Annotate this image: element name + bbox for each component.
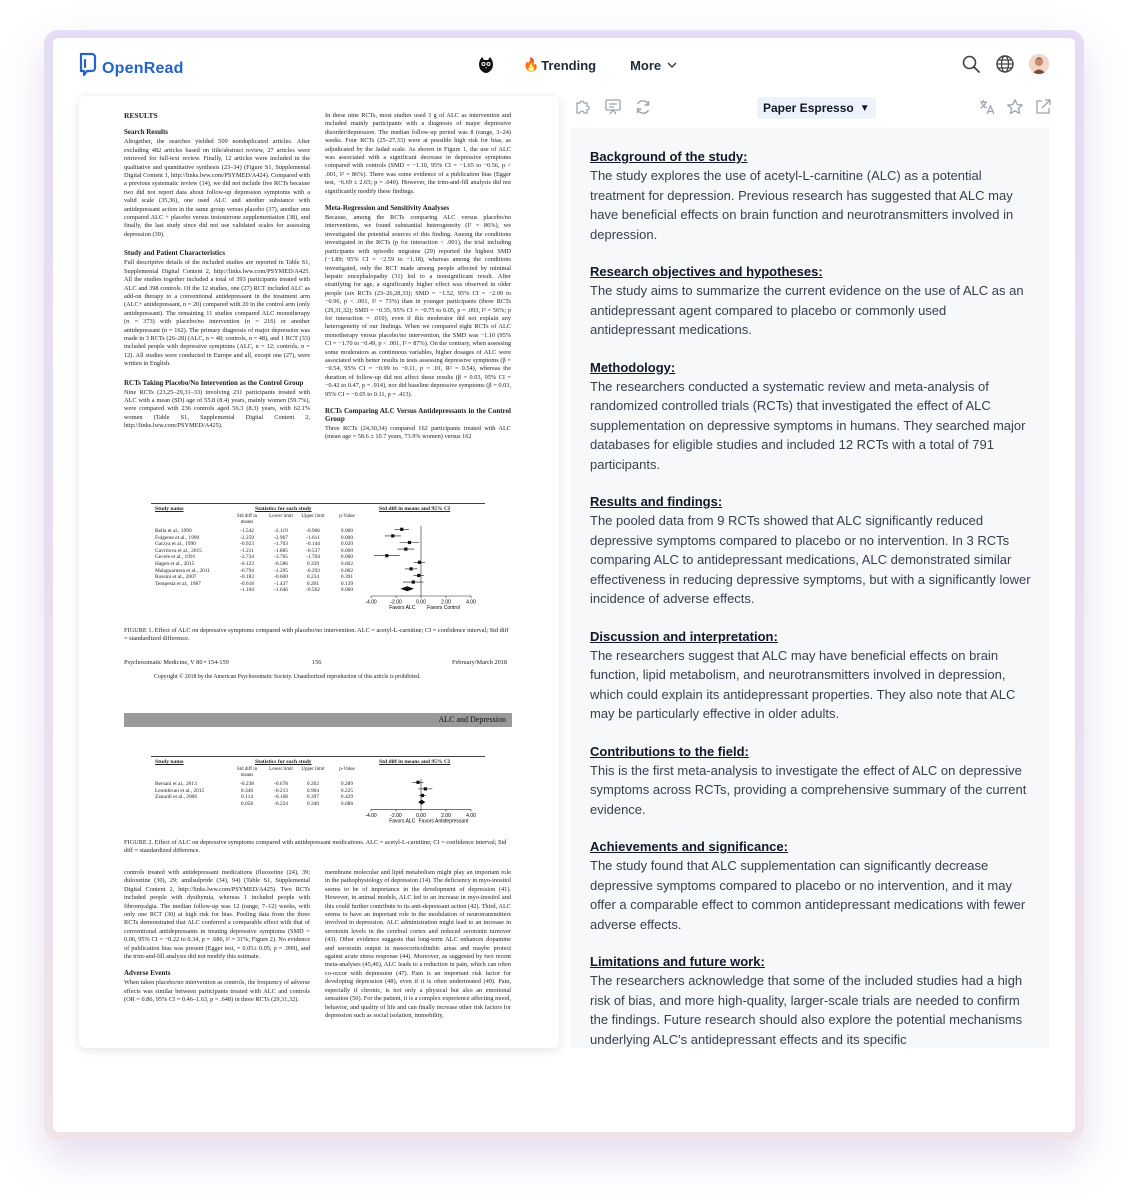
summary-section (590, 953, 1031, 1048)
fig2-col-plot: Std diff in means and 95% CI (379, 759, 451, 765)
forest-tick-label: -4.00 (365, 599, 377, 606)
forest-value: -0.213 (274, 787, 288, 794)
search-icon[interactable] (961, 54, 981, 74)
pdf-copyright: Copyright © 2018 by the American Psychosomatic Society. Unauthorized reproduction of this article is prohibited. (154, 674, 421, 680)
pdf-section-heading: Study and Patient Characteristics (124, 249, 225, 258)
fig1-plot-area (361, 526, 481, 612)
forest-value: -1.437 (274, 580, 288, 587)
forest-value: 0.225 (340, 787, 354, 794)
mode-selector[interactable] (757, 97, 876, 119)
forest-value: -0.794 (240, 567, 254, 574)
forest-subheader: Lower limit (269, 767, 293, 772)
caret-down-icon: ▼ (859, 102, 870, 114)
summary-section-title: Achievements and significance: (590, 839, 788, 854)
forest-value: 0.020 (340, 541, 354, 548)
figure1-caption: FIGURE 1. Effect of ALC on depressive symptoms compared with placebo/no intervention. ALC = acetyl-L-carnitine; CI = confidence interval; Std diff = standardized difference. (124, 627, 509, 642)
forest-subheader: p-Value (339, 767, 355, 772)
forest-value: 0.602 (340, 560, 354, 567)
forest-row (155, 554, 355, 561)
openread-logo[interactable] (78, 52, 184, 78)
summary-section-body: The study explores the use of acetyl-L-carnitine (ALC) as a potential treatment for depression. Previous research has suggested that ALC may have beneficial effects on brain function and neurotransmitters involved in depression. (590, 168, 1014, 242)
forest-value: -1.542 (240, 528, 254, 534)
chevron-down-icon (667, 62, 677, 68)
pdf-paragraph: Full descriptive details of the included studies are reported in Table S1, Supplemental Digital Content 2, http://links.lww.com/PSYMED/A425. All the studies together included a total of 393 participants treated with ALC and 398 controls. Of the 12 studies, one (27) RCT included ALC as add-on therapy to a conventional antidepressant in the treatment arm (ALC+ antidepressant, n = 20) compared with 20 in the control arm (only antidepressant). The remaining 11 studies compared ALC monotherapy (n = 373) with placebo/no intervention (n = 216) or another antidepressant (n = 162). The primary diagnosis of major depression was made in 3 RCTs (26–28) (ALC, n = 48; controls, n = 48), and 1 RCT (33) included people with depressive symptoms (ALC, n = 12; controls, n = 12). All studies were conducted in Europe and all, except one (27), were written in English. (124, 259, 310, 368)
forest-value: -0.600 (274, 574, 288, 581)
globe-icon[interactable] (995, 54, 1015, 74)
top-header (53, 38, 1075, 96)
forest-study-name: Bersani et al., 2013 (155, 781, 197, 787)
forest-row (155, 801, 355, 808)
forest-value: 0.000 (340, 534, 354, 541)
summary-section-body: The researchers conducted a systematic review and meta-analysis of randomized controlled trials (RCTs) that investigated the effect of ALC supplementation on depressive symptoms in humans. They searched major databases for eligible studies and included 12 RCTs with a total of 791 participants. (590, 378, 1026, 472)
forest-value: -1.704 (306, 554, 320, 561)
forest-study-name: Gecele et al., 1991 (155, 554, 196, 561)
pdf-section-heading: RCTs Comparing ALC Versus Antidepressants in the Control Group (325, 407, 511, 423)
fig2-col-stats: Statistics for each study (255, 759, 312, 765)
pdf-paragraph: Altogether, the searches yielded 509 nonduplicated articles. After excluding 482 articles based on title/abstract review, 27 articles were retrieved for full-text review. Finally, 12 articles were included in the qualitative and quantitative synthesis (23–34) (Figure S1, Supplemental Digital Content 1, http://links.lww.com/PSYMED/A424). Compared with a previous systematic review (14), we did not include five RCTs because two did not report data about follow-up depression symptoms with a valid scale (35,36), one used ALC and another substance with antidepressant action in the same group versus placebo (37), another one compared ALC + placebo versus testosterone supplementation (38), and finally, the last study since did not use validated scales for assessing depression (39). (124, 138, 310, 238)
forest-value: -3.765 (274, 554, 288, 561)
user-avatar[interactable] (1029, 54, 1049, 74)
pdf-footer-journal: Psychosomatic Medicine, V 80 • 154-159 (124, 659, 229, 666)
figure2-caption: FIGURE 2. Effect of ALC on depressive symptoms compared with antidepressant medications. ALC = acetyl-L-carnitine; CI = confidence interval; Std diff = standardized difference. (124, 839, 507, 854)
figure2-forest-plot (151, 756, 485, 826)
forest-point (400, 528, 403, 531)
forest-value: -0.293 (306, 567, 320, 574)
forest-value: 0.000 (340, 554, 354, 561)
trending-label: Trending (541, 57, 597, 73)
fig2-table (155, 781, 355, 807)
forest-value: 0.234 (306, 574, 320, 581)
forest-study-name: Tempesta et al., 1987 (155, 580, 201, 587)
forest-value: -0.238 (240, 781, 254, 787)
forest-subheader: Upper limit (301, 514, 325, 519)
forest-value: -0.923 (240, 541, 254, 548)
forest-favors-left: Favors ALC (389, 818, 416, 825)
forest-tick-label: -4.00 (365, 812, 377, 819)
forest-value: -2.907 (274, 534, 288, 541)
pdf-left-column (124, 112, 310, 432)
puzzle-icon[interactable] (574, 98, 592, 116)
forest-value: -1.703 (274, 541, 288, 548)
forest-value: -2.259 (240, 534, 254, 541)
forest-study-name: Bella et al., 1990 (155, 528, 192, 534)
forest-subheader: Std diff in means (236, 514, 258, 525)
avatar-icon (1029, 54, 1049, 74)
figure1-forest-plot (151, 503, 485, 611)
more-menu[interactable] (630, 58, 677, 73)
forest-summary-diamond (418, 800, 425, 805)
owl-icon[interactable] (477, 56, 495, 74)
forest-value: 0.391 (340, 574, 354, 581)
forest-point (417, 574, 420, 577)
pdf-viewer[interactable] (79, 96, 559, 1048)
pdf-footer-page: 156 (312, 659, 322, 666)
slides-icon[interactable] (604, 98, 622, 116)
forest-row (155, 587, 355, 594)
forest-row (155, 561, 355, 568)
fig2-plot-area (361, 779, 481, 825)
forest-study-name: Garzya et al., 1990 (155, 541, 196, 548)
summary-section-title: Research objectives and hypotheses: (590, 264, 823, 279)
summary-section (590, 493, 1031, 609)
fig1-table (155, 528, 355, 594)
forest-tick-label: 2.00 (441, 599, 451, 606)
summary-section-title: Results and findings: (590, 494, 723, 509)
summary-section-title: Discussion and interpretation: (590, 628, 778, 644)
forest-subheader: p-Value (339, 514, 355, 519)
more-label: More (630, 57, 662, 73)
forest-value: -0.618 (240, 580, 254, 587)
forest-row (155, 548, 355, 555)
forest-value: 0.429 (340, 794, 354, 801)
forest-favors-right: Favors Antidepressant (418, 818, 469, 825)
forest-value: -0.144 (306, 541, 320, 548)
forest-tick-label: 4.00 (466, 599, 476, 606)
forest-point (409, 567, 412, 570)
forest-value: 0.346 (240, 787, 254, 794)
forest-row (155, 535, 355, 542)
forest-summary-diamond (400, 586, 414, 591)
summary-section-body: This is the first meta-analysis to investigate the effect of ALC on depressive symptoms across RCTs, providing a comprehensive summary of the current evidence. (590, 762, 1027, 817)
forest-value: 0.904 (306, 787, 320, 794)
forest-study-name: Malaguarnera et al., 2011 (155, 567, 211, 574)
summary-section-body: The study aims to summarize the current evidence on the use of ALC as an antidepressant agent compared to placebo or commonly used antidepressant medications. (590, 283, 1024, 337)
forest-tick-label: -2.00 (390, 812, 402, 819)
summary-section-title: Background of the study: (590, 149, 748, 164)
pdf-paragraph: When taken placebo/no intervention as controls, the frequency of adverse effects was similar between participants treated with ALC and controls (OR = 0.86, 95% CI = 0.46–1.63, p = .648) in three RCTs (29,31,32). (124, 979, 310, 1004)
summary-panel[interactable] (571, 128, 1049, 1048)
summary-section-body: The pooled data from 9 RCTs showed that ALC significantly reduced depressive symptoms compared to placebo or no intervention. In 3 RCTs comparing ALC to antidepressant medications, ALC demonstrated similar effectiveness in reducing depressive symptoms, but with a significantly lower incidence of adverse effects. (590, 513, 1031, 606)
forest-row (155, 541, 355, 548)
forest-study-name: Zanardi et al., 2006 (155, 794, 198, 801)
forest-value: 0.201 (306, 580, 320, 587)
forest-value: -0.966 (306, 528, 320, 534)
top-nav (477, 56, 677, 74)
forest-tick-label: 2.00 (441, 812, 451, 819)
forest-value: 0.002 (340, 567, 354, 574)
forest-tick-label: 0.00 (416, 812, 426, 819)
forest-study-name: Gavrilova et al., 2015 (155, 547, 202, 554)
summary-section (590, 359, 1031, 475)
summary-section-title: Contributions to the field: (590, 743, 749, 759)
forest-value: -0.123 (240, 560, 254, 567)
forest-favors-right: Favors Control (427, 605, 460, 611)
summary-section (590, 628, 1031, 724)
forest-value: 0.139 (340, 580, 354, 587)
forest-study-name: Leombruni et al., 2015 (155, 787, 205, 794)
forest-value: -0.537 (306, 547, 320, 554)
forest-row (155, 581, 355, 588)
forest-value: 0.340 (306, 800, 320, 807)
forest-study-name: Hagen et al., 2015 (155, 560, 195, 567)
pdf-paragraph: Three RCTs (24,30,34) compared 162 participants treated with ALC (mean age = 58.6 ± 10.7 years, 73.9% women) versus 162 (325, 425, 511, 441)
forest-row (155, 574, 355, 581)
forest-point (408, 541, 411, 544)
forest-point (424, 787, 427, 790)
pdf-right-column (325, 112, 511, 443)
pdf-running-header: ALC and Depression (124, 713, 512, 727)
forest-value: 0.058 (240, 800, 254, 807)
pdf-section-heading: Search Results (124, 128, 169, 137)
app-window (53, 38, 1075, 1132)
mode-selector-label: Paper Espresso (763, 101, 854, 115)
pdf-paragraph: In these nine RCTs, most studies used 3 g of ALC as intervention and included mainly participants with a diagnosis of major depressive disorder/depression. The median follow-up period was 8 (range, 3–24) weeks. Four RCTs (25–27,33) were at possible high risk for bias, as adjudicated by the Jadad scale. As shown in Figure 1, the use of ALC was associated with a significant decrease in depressive symptoms compared with controls (SMD = −1.10, 95% CI = −1.65 to −0.56, p < .001, I² = 86%). There was some evidence of a publication bias (Egger test, −6.69 ± 2.65; p = .040). However, the trim-and-fill analysis did not significantly modify these findings. (325, 112, 511, 195)
forest-subheader: Lower limit (269, 514, 293, 519)
forest-value: 0.114 (241, 794, 253, 801)
forest-value: 0.000 (340, 587, 354, 594)
forest-tick-label: 4.00 (466, 812, 476, 819)
forest-tick-label: 0.00 (416, 599, 426, 606)
pane-left-tools (574, 98, 652, 116)
header-actions (961, 54, 1049, 74)
pdf-paragraph: controls treated with antidepressant medications (fluoxetine (24), 39; duloxetine (30), 29; amilsulpride (34), 94) (Table S1, Supplemental Digital Content 2, http://links.lww.com/PSYMED/A425). Two RCTs included people with dysthymia, whereas 1 included people with fibromyalgia. The median follow-up was 12 (range, 7–12) weeks, with only one RCT (30) at high risk for bias. Pooling data from the three RCTs demonstrated that ALC conferred a comparable effect with that of conventional antidepressants in treating depressive symptoms (SMD = 0.06, 95% CI = −0.22 to 0.34, p = .686, I² = 31%; Figure 2). No evidence of publication bias was present (Egger test, = 0.05± 0.05; p = .999), and the trim-and-fill analysis did not modify this estimate. (124, 869, 310, 961)
fig2-col-study: Study name (155, 759, 184, 765)
flame-icon: 🔥 (523, 57, 540, 72)
forest-value: 0.000 (340, 528, 354, 534)
star-icon[interactable] (1006, 98, 1024, 116)
summary-section-title: Limitations and future work: (590, 954, 765, 969)
forest-point (385, 554, 388, 557)
forest-study-name: Rossini et al., 2007 (155, 574, 197, 581)
forest-point (404, 548, 407, 551)
fig1-col-study: Study name (155, 506, 184, 512)
forest-point (418, 561, 421, 564)
forest-point (412, 581, 415, 584)
forest-value: -0.678 (274, 781, 288, 787)
summary-section (590, 263, 1031, 340)
forest-row (155, 781, 355, 788)
forest-value: 0.339 (306, 560, 320, 567)
forest-row (155, 788, 355, 795)
summary-section-body: The researchers suggest that ALC may have beneficial effects on brain function, lipid metabolism, and neurotransmitters involved in depression, which could explain its antidepressant properties. They also note that ALC may be particularly effective in older adults. (590, 647, 1016, 721)
pdf-page2-left-column (124, 869, 310, 1006)
pdf-paragraph: Because, among the RCTs comparing ALC versus placebo/no interventions, we found substantial heterogeneity (I² = 86%), we investigated the potential sources of this finding. Among the conditions investigated in the RCTs (p for interaction < .001), the trial including participants with episodic migraine (29) reported the highest SMD (−1.89; 95% CI = −2.59 to −1.18), whereas among the conditions investigated, only the RCT made among people affected by minimal hepatic encephalopathy (31) led to a nonsignificant result. After stratifying for age, a significantly higher effect was observed in older people (six RCTs (23–26,28,33); SMD = −1.52, 95% CI = −2.09 to −0.96, p < .001, I² = 73%) than in younger participants (three RCTs (29,31,32); SMD = −0.35, 95% CI = −0.75 to 0.05, p = .093, I² = 56%; p for interaction = .010), even if this moderator did not explain any heterogeneity of our findings. When we compared eight RCTs of ALC monotherapy versus placebo/no intervention, the SMD was −1.10 (95% CI = −1.70 to −0.49, p < .001, I² = 87%). On the contrary, when assessing some moderators as continuous variables, higher dosages of ALC were associated with better results in tests assessing depressive symptoms (β = −0.54, 95% CI = −0.99 to −0.11, p = .01, R² = 0.54), whereas the duration of follow-up did not affect these results (β = 0.03, 95% CI = −0.42 to 0.47, p = .914), nor did baseline depressive symptoms (β = 0.03, 95% CI = −0.05 to 0.11, p = .413). (325, 214, 511, 398)
summary-section (590, 743, 1031, 820)
pdf-paragraph: membrane molecular and lipid metabolism might play an important role in the pathophysiology of depression (14). The deficiency in myo-inositol seems to be of importance in the development of depression (41). However, in animal models, ALC led to an increase in myo-inositol and this could further contribute to its anti-depressant action (42). Third, ALC seems to have an important role in the modulation of neurotransmitters involved in depression. ALC administration might lead to an increase in serotonin levels in the cerebral cortex and reduced serotonin turnover (43). Other evidence suggests that long-term ALC enhances dopamine and serotonin output in mesocorticolimbic areas and maybe protect against acute stress response (44). Moreover, as suggested by two recent meta-analyses (45,46), ALC leads to a reduction in pain, which can often co-occur with depression (47). Pain is an important risk factor for developing depression (48), even if it is often undertreated (49). Pain, especially if chronic, is not only a physical but also an emotional sensation (50). For the patient, it is a complex experience affecting mood, behavior, and quality of life and can finally increase other risk factors for depression such as social isolation, immobility, (325, 869, 511, 1019)
forest-subheader: Std diff in means (236, 767, 258, 778)
pdf-section-heading: RCTs Taking Placebo/No Intervention as the Control Group (124, 378, 304, 387)
pane-right-tools (978, 98, 1052, 116)
pdf-section-heading: Adverse Events (124, 969, 171, 978)
forest-point (421, 794, 424, 797)
forest-value: -1.885 (274, 547, 288, 554)
forest-value: -1.646 (274, 587, 288, 594)
openread-logo-icon (78, 52, 98, 78)
pdf-section-heading: Meta-Regression and Sensitivity Analyses (325, 204, 450, 213)
external-link-icon[interactable] (1034, 98, 1052, 116)
summary-section-title: Methodology: (590, 359, 676, 375)
pdf-footer-date: February/March 2018 (452, 659, 508, 666)
forest-value: -0.168 (274, 794, 288, 801)
forest-study-name: Fulgente et al., 1990 (155, 534, 200, 541)
summary-section-body: The researchers acknowledge that some of the included studies had a high risk of bias, and more high-quality, larger-scale trials are needed to confirm the findings. Future research should also explore the potential mechanisms underlying ALC's antidepressant effects and its specific (590, 973, 1023, 1047)
forest-value: 0.686 (340, 800, 354, 807)
forest-point (416, 781, 419, 784)
forest-value: -1.104 (240, 587, 254, 594)
forest-tick-label: -2.00 (390, 599, 402, 606)
forest-row (155, 528, 355, 535)
forest-value: 0.202 (306, 781, 320, 787)
pdf-paragraph: Nine RCTs (23,25–29,31–33) involving 231 participants treated with ALC with a mean (SD) age of 55.8 (8.4) years, mainly women (59.7%), were compared with 236 controls aged 56.3 (8.3) years, with 62.1% women (Table S1, Supplemental Digital Content 2, http://links.lww.com/PSYMED/A425). (124, 388, 310, 430)
forest-value: 0.397 (306, 794, 320, 801)
forest-value: -1.295 (274, 567, 288, 574)
forest-row (155, 794, 355, 801)
forest-value: -1.611 (306, 534, 320, 541)
forest-value: -0.183 (240, 574, 254, 581)
summary-section-body: The study found that ALC supplementation can significantly decrease depressive symptoms compared to placebo or no intervention, and it may offer a comparable effect to common antidepressant medications with fewer adverse effects. (590, 858, 1026, 932)
forest-value: -1.211 (240, 547, 254, 554)
forest-value: -2.119 (274, 528, 288, 534)
forest-value: -2.734 (240, 554, 254, 561)
forest-subheader: Upper limit (301, 767, 325, 772)
pdf-page2-right-column (325, 869, 511, 1021)
forest-point (391, 534, 394, 537)
app-name: OpenRead (102, 60, 184, 77)
fig1-col-stats: Statistics for each study (255, 506, 312, 512)
pdf-results-heading: RESULTS (124, 111, 158, 120)
forest-favors-left: Favors ALC (389, 605, 416, 611)
forest-row (155, 568, 355, 575)
summary-section (590, 148, 1031, 244)
fig1-col-plot: Std diff in means and 95% CI (379, 506, 451, 512)
forest-value: 0.000 (340, 547, 354, 554)
summary-section (590, 838, 1031, 934)
forest-value: 0.289 (340, 781, 354, 787)
forest-value: -0.586 (274, 560, 288, 567)
translate-icon[interactable] (978, 98, 996, 116)
refresh-icon[interactable] (634, 98, 652, 116)
forest-value: -0.562 (306, 587, 320, 594)
forest-value: -0.224 (274, 800, 288, 807)
trending-link[interactable] (523, 57, 596, 73)
